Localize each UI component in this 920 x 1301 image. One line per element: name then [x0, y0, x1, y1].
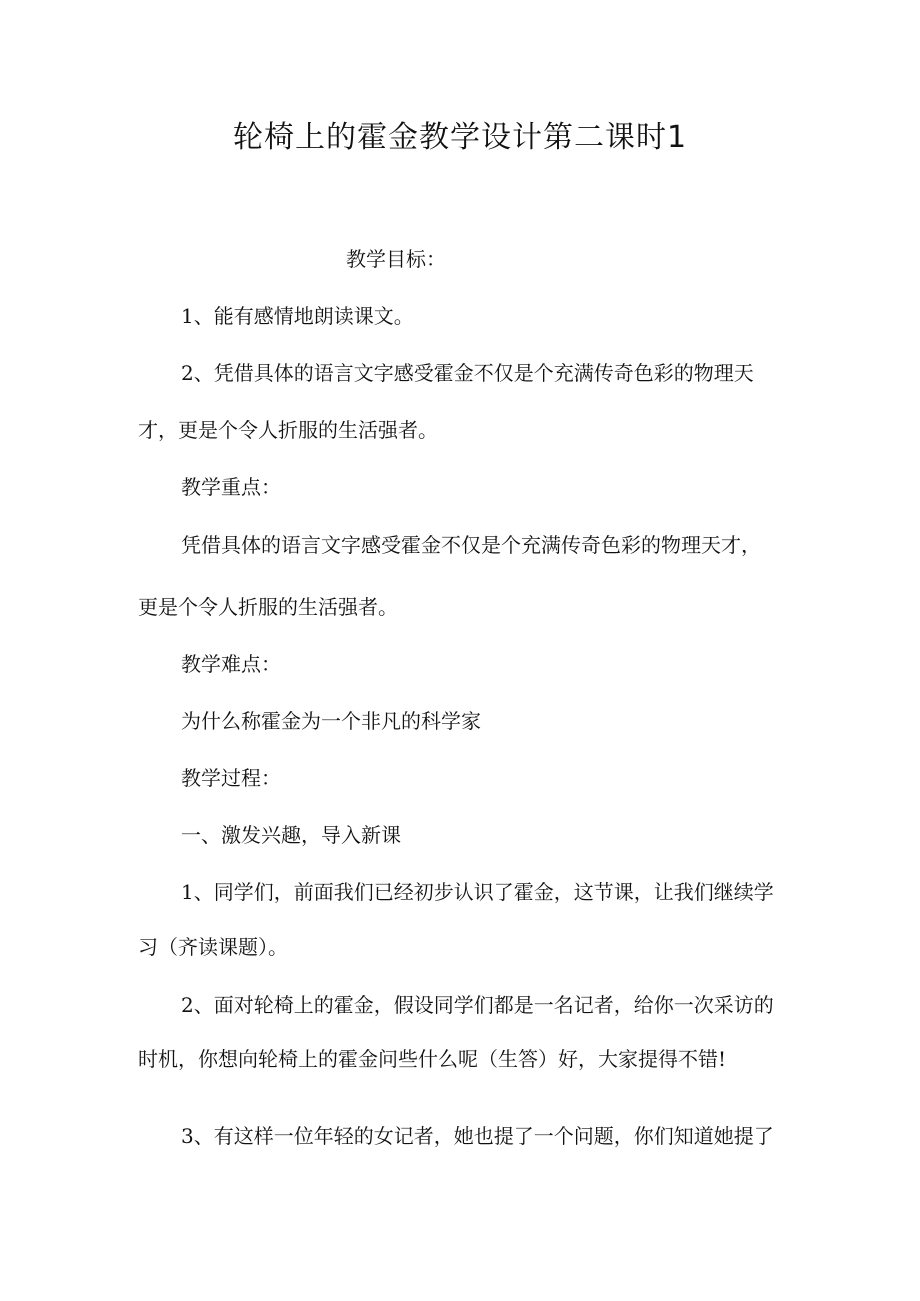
paragraph-line: 更是个令人折服的生活强者。 — [138, 595, 398, 619]
paragraph-line: 3、有这样一位年轻的女记者，她也提了一个问题，你们知道她提了 — [181, 1124, 774, 1148]
section-heading-objectives: 教学目标： — [346, 247, 446, 271]
paragraph-line: 才，更是个令人折服的生活强者。 — [138, 418, 438, 442]
paragraph-line: 2、面对轮椅上的霍金，假设同学们都是一名记者，给你一次采访的 — [181, 993, 774, 1017]
paragraph-line: 1、同学们，前面我们已经初步认识了霍金，这节课，让我们继续学 — [181, 880, 774, 904]
paragraph-line: 为什么称霍金为一个非凡的科学家 — [181, 709, 481, 733]
paragraph-line: 一、激发兴趣，导入新课 — [181, 823, 401, 847]
paragraph-line: 凭借具体的语言文字感受霍金不仅是个充满传奇色彩的物理天才， — [181, 533, 761, 557]
document-title: 轮椅上的霍金教学设计第二课时1 — [232, 120, 688, 155]
paragraph-line: 习（齐读课题）。 — [138, 935, 288, 959]
section-heading-key-points: 教学重点： — [181, 475, 281, 499]
section-heading-process: 教学过程： — [181, 766, 281, 790]
paragraph-line: 1、能有感情地朗读课文。 — [181, 304, 414, 328]
paragraph-line: 2、凭借具体的语言文字感受霍金不仅是个充满传奇色彩的物理天 — [181, 361, 754, 385]
section-heading-difficulties: 教学难点： — [181, 652, 281, 676]
paragraph-line: 时机，你想向轮椅上的霍金问些什么呢（生答）好，大家提得不错! — [138, 1047, 727, 1071]
